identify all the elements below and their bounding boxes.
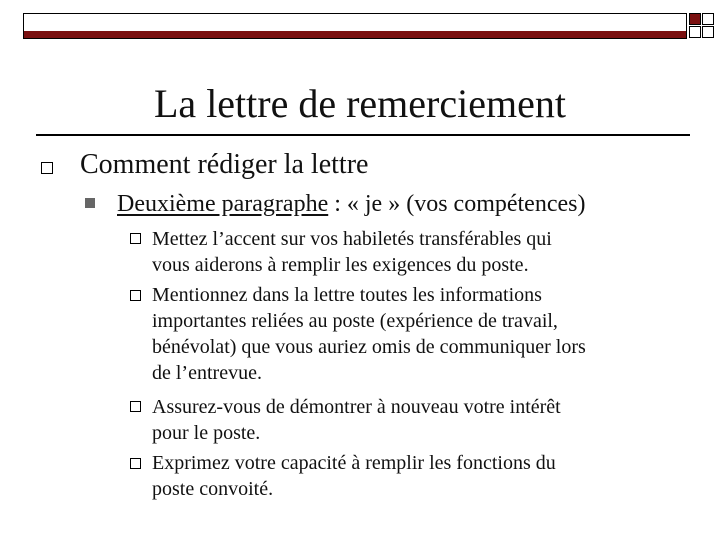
- corner-square-icon: [702, 13, 714, 25]
- list-item-line: Mettez l’accent sur vos habiletés transférables qui: [152, 228, 552, 250]
- level1-item: Comment rédiger la lettre: [80, 149, 369, 180]
- slide-title: La lettre de remerciement: [154, 81, 566, 126]
- list-item-line: pour le poste.: [152, 422, 261, 444]
- list-item-line: de l’entrevue.: [152, 362, 262, 384]
- list-item-line: bénévolat) que vous auriez omis de communiquer lors: [152, 336, 586, 358]
- list-item-line: Exprimez votre capacité à remplir les fonctions du: [152, 452, 556, 474]
- level2-heading-underlined: Deuxième paragraphe: [117, 191, 329, 217]
- list-item: [152, 282, 692, 386]
- level2-heading-rest: : « je » (vos compétences): [328, 191, 586, 217]
- list-item-line: Assurez-vous de démontrer à nouveau votre intérêt: [152, 396, 561, 418]
- list-item-line: vous aiderons à remplir les exigences du poste.: [152, 254, 529, 276]
- hollow-square-icon: [130, 458, 141, 469]
- list-item-line: importantes reliées au poste (expérience de travail,: [152, 310, 558, 332]
- list-item-line: poste convoité.: [152, 478, 274, 500]
- hollow-square-icon: [130, 290, 141, 301]
- header-decoration-bar: [23, 13, 687, 39]
- list-item: [152, 226, 692, 278]
- list-item: [152, 394, 692, 446]
- filled-square-icon: [85, 198, 95, 208]
- list-item: [152, 450, 692, 502]
- corner-square-icon: [689, 13, 701, 25]
- list-item-line: Mentionnez dans la lettre toutes les informations: [152, 284, 542, 306]
- corner-square-icon: [689, 26, 701, 38]
- level2-item: [117, 189, 585, 219]
- title-divider: [36, 134, 690, 136]
- hollow-square-icon: [41, 162, 53, 174]
- hollow-square-icon: [130, 401, 141, 412]
- hollow-square-icon: [130, 233, 141, 244]
- corner-square-icon: [702, 26, 714, 38]
